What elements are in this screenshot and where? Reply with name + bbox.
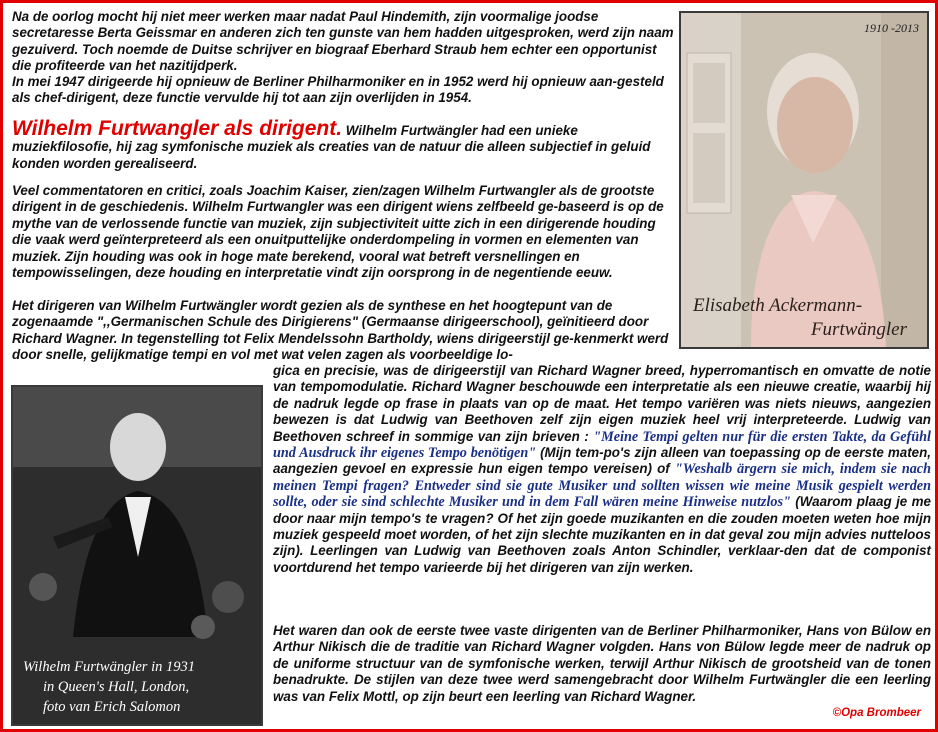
photo-caption-line3: foto van Erich Salomon [43,699,181,715]
section-title: Wilhelm Furtwangler als dirigent. [12,117,343,140]
photo-wilhelm-furtwangler [11,385,263,726]
paragraph-translation-1: (Mijn tem-po's zijn alleen van toepassing op de eerste maten, aangezien gevoel en expressie hun eigen tempo vereisen) of [273,445,931,477]
copyright-label: ©Opa Brombeer [832,707,921,719]
paragraph-philosophy: Wilhelm Furtwängler had een unieke muziekfilosofie, hij zag symfonische muziek als creaties van de natuur die alleen subjectief in geluid konden worden gerealiseerd. [12,123,651,171]
paragraph-translation-2: (Waarom plaag je me door naar mijn tempo's te vragen? Of het zijn goede muzikanten en die zouden moeten weten hoe mijn muziek gespeeld moet worden, of het zijn slechte muzikanten en in dat geval zou mijn advies nutteloos zijn). Leerlingen van Ludwig van Beethoven zoals Anton Schindler, verklaar-den dat de componist voortdurend het tempo varieerde bij het dirigeren van zijn werken. [273,494,931,575]
paragraph-first-conductors: Het waren dan ook de eerste twee vaste dirigenten van de Berliner Philharmoniker, Hans von Bülow en Arthur Nikisch die de traditie van Richard Wagner volgden. Hans von Bülow legde meer de nadruk op de uniforme structuur van de symfonische werken, terwijl Arthur Nikisch de grootsheid van de tonen benadrukte. De stijlen van deze twee werd samengebracht door Wilhelm Furtwängler die een leerling was van Felix Mottl, op zijn beurt een leerling van Richard Wagner. [273,623,931,704]
photo-years: 1910 -2013 [864,21,919,35]
photo-elisabeth-ackermann [679,11,929,349]
paragraph-wagner-intro: gica en precisie, was de dirigeerstijl van Richard Wagner breed, hyperromantisch en omvatte de notie van tempomodulatie. Richard Wagner beschouwde een interpretatie als een nieuwe creatie, waarbij hij de nadruk legde op frase in plaats van op de maat. Het tempo variëren was niets nieuws, aangezien bewezen is dat Ludwig van Beethoven zelf zijn eigen muziek heel vrij interpreteerde. Ludwig van Beethoven schreef in sommige van zijn brieven : [273,363,931,444]
quote-beethoven-2: "Weshalb ärgern sie mich, indem sie nach meinen Tempi fragen? Entweder sind sie gute Musiker und sollten wissen wie meine Musik gespielt werden sollte, oder sie sind schlechte Musiker und in dem Fall wären meine Hinweise nutzlos" [273,461,931,511]
photo-caption-line1: Elisabeth Ackermann- [693,295,863,316]
paragraph-synthesis: Het dirigeren van Wilhelm Furtwängler wordt gezien als de synthese en het hoogtepunt van de zogenaamde ",,Germanischen Schule des Dirigierens" (Germaanse dirigeerschool), geïnitieerd door Richard Wagner. In tegenstelling tot Felix Mendelssohn Bartholdy, wiens dirigeerstijl ge-kenmerkt werd door snelle, gelijkmatige tempi en vol met wat velen zagen als voorbeeldige lo- [12,298,669,363]
paragraph-wagner-tempo [273,363,931,576]
photo-caption-line1: Wilhelm Furtwängler in 1931 [23,659,195,675]
photo-caption-line2: in Queen's Hall, London, [43,679,190,695]
photo-caption-line2: Furtwängler [810,319,907,340]
paragraph-postwar: Na de oorlog mocht hij niet meer werken maar nadat Paul Hindemith, zijn voormalige joodse secretaresse Berta Geissmar en anderen zich ten gunste van hem hadden uitgesproken, werd zijn naam gezuiverd. Toch noemde de Duitse schrijver en biograaf Eberhard Straub hem echter een opportunist die profiteerde van het nazitijdperk. [12,9,674,74]
quote-beethoven-1: "Meine Tempi gelten nur für die ersten Takte, da Gefühl und Ausdruck ihr eigenes Tempo benötigen" [273,428,931,462]
paragraph-1947: In mei 1947 dirigeerde hij opnieuw de Berliner Philharmoniker en in 1952 werd hij opnieuw aan-gesteld als chef-dirigent, deze functie vervulde hij tot aan zijn overlijden in 1954. [12,74,664,106]
section-intro [12,117,676,172]
paragraph-critics: Veel commentatoren en critici, zoals Joachim Kaiser, zien/zagen Wilhelm Furtwangler als de grootste dirigent in de geschiedenis. Wilhelm Furtwangler was een dirigent wiens zelfbeeld ge-baseerd is op de mythe van de verlossende functie van muziek, zijn subjectiviteit uitte zich in een dirigerende houding die vaak werd geïnterpreteerd als een onuitputtelijke onderdompeling in vormen en elementen van muziek. Zijn houding was ook in hoge mate berekend, vooral wat betreft versnellingen en tempowisselingen, deze houding en interpretatie vindt zijn oorsprong in de negentiende eeuw. [12,183,664,281]
